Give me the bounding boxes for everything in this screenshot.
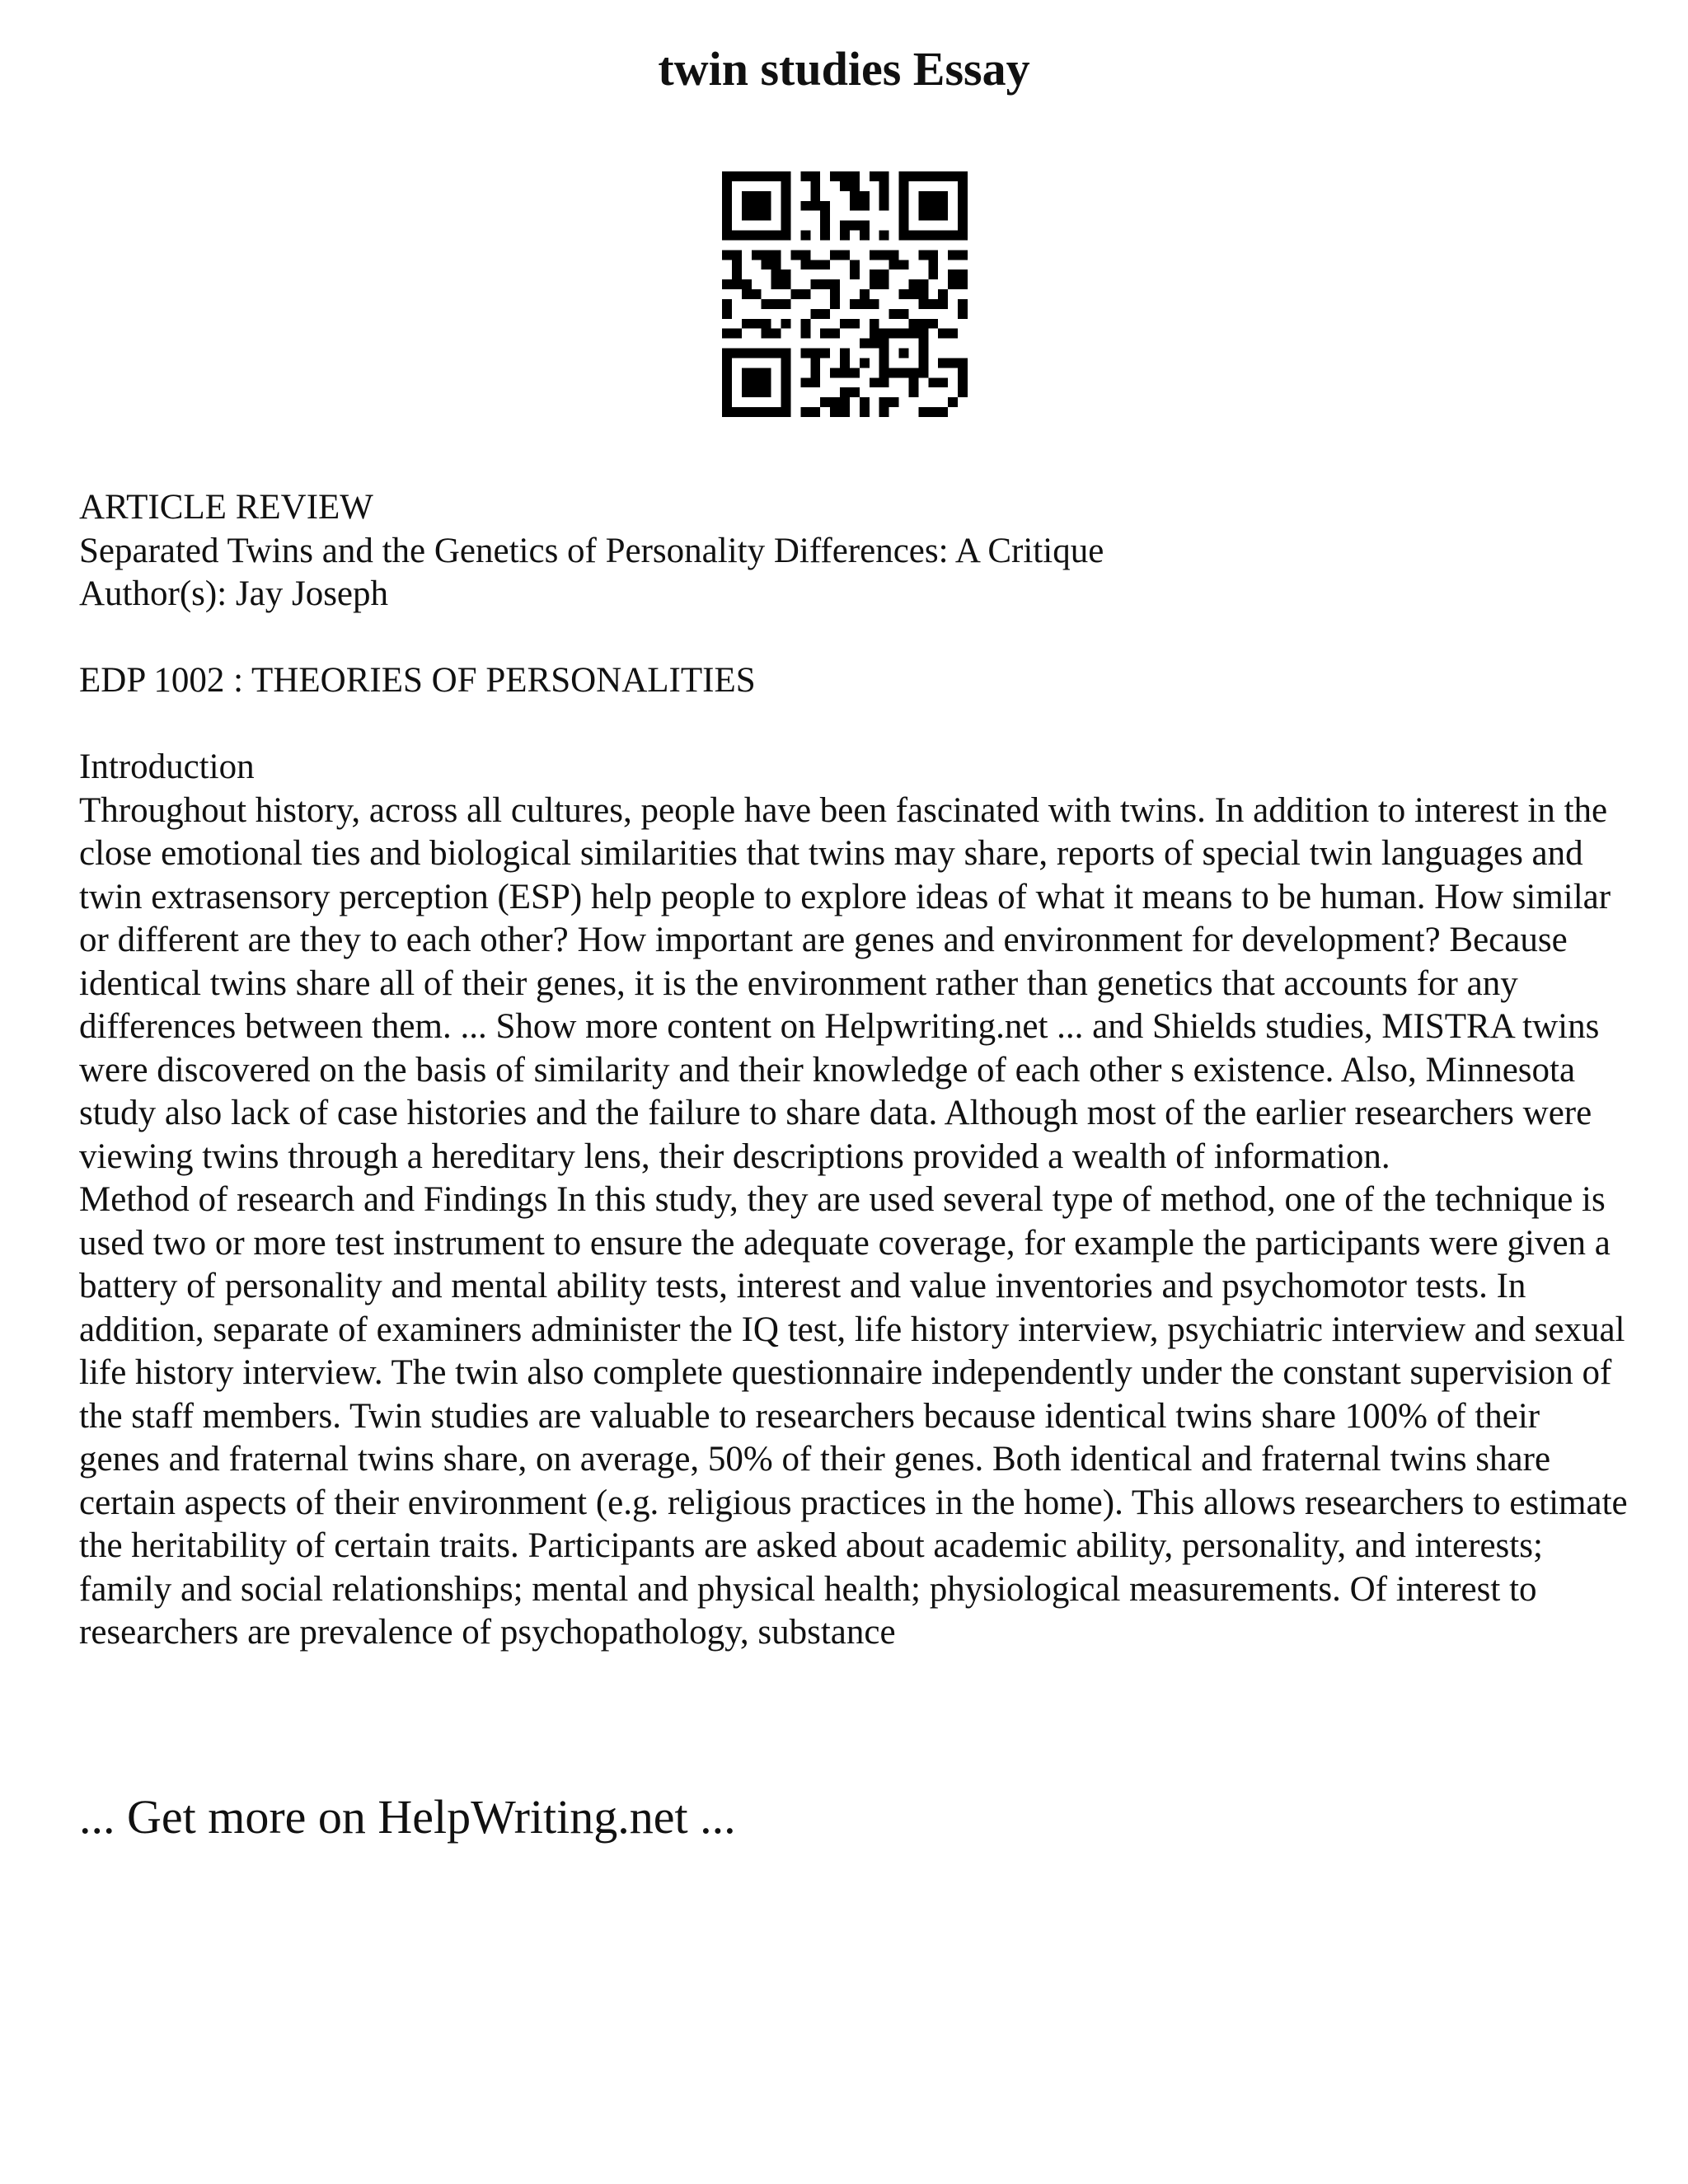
section-label: ARTICLE REVIEW xyxy=(79,488,373,527)
body-paragraph-method: Method of research and Findings In this study, they are used several type of method, one of the technique is used two or more test instrument to ensure the adequate coverage, for example the participants were given a battery of personality and mental ability tests, interest and value inventories and psychomotor tests. In addition, separate of examiners administer the IQ test, life history interview, psychiatric interview and sexual life history interview. The twin also complete questionnaire independently under the constant supervision of the staff members. Twin studies are valuable to researchers because identical twins share 100% of their genes and fraternal twins share, on average, 50% of their genes. Both identical and fraternal twins share certain aspects of their environment (e.g. religious practices in the home). This allows researchers to estimate the heritability of certain traits. Participants are asked about academic ability, personality, and interests; family and social relationships; mental and physical health; physiological measurements. Of interest to researchers are prevalence of psychopathology, substance xyxy=(79,1180,1628,1652)
qr-code xyxy=(722,171,968,417)
spacer xyxy=(79,703,1629,747)
body-paragraph-introduction: Throughout history, across all cultures, people have been fascinated with twins. In addition to interest in the close emotional ties and biological similarities that twins may share, reports of special twin languages and twin extrasensory perception (ESP) help people to explore ideas of what it means to be human. How similar or different are they to each other? How important are genes and environment for development? Because identical twins share all of their genes, it is the environment rather than genetics that accounts for any differences between them. ... Show more content on Helpwriting.net ... and Shields studies, MISTRA twins were discovered on the basis of similarity and their knowledge of each other s existence. Also, Minnesota study also lack of case histories and the failure to share data. Although most of the earlier researchers were viewing twins through a hereditary lens, their descriptions provided a wealth of information. xyxy=(79,790,1611,1176)
course-code: EDP 1002 : THEORIES OF PERSONALITIES xyxy=(79,661,756,700)
article-title: Separated Twins and the Genetics of Personality Differences: A Critique xyxy=(79,531,1104,570)
article-content xyxy=(79,486,1629,1655)
get-more-link[interactable]: ... Get more on HelpWriting.net ... xyxy=(79,1790,736,1844)
section-heading: Introduction xyxy=(79,748,255,786)
qr-code-icon xyxy=(722,171,968,417)
page-title: twin studies Essay xyxy=(658,42,1030,96)
spacer xyxy=(79,616,1629,660)
article-authors: Author(s): Jay Joseph xyxy=(79,574,389,613)
